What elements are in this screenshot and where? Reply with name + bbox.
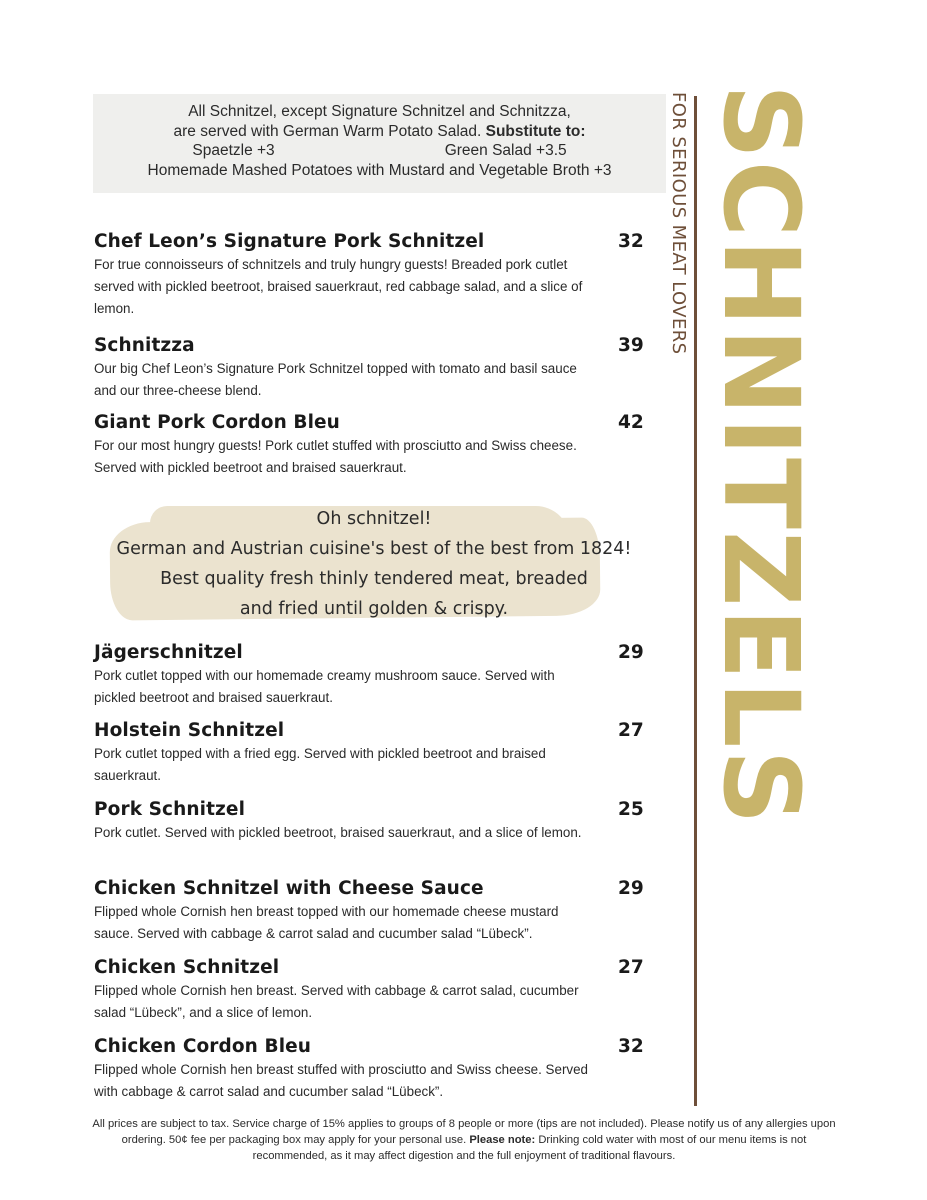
menu-item-name: Jägerschnitzel xyxy=(94,642,243,663)
menu-item-description: For true connoisseurs of schnitzels and truly hungry guests! Breaded pork cutlet served with pickled beetroot, braised sauerkraut, red cabbage salad, and a slice of lemon. xyxy=(94,257,583,316)
tagline-line-1: Oh schnitzel! xyxy=(316,509,432,529)
menu-item xyxy=(94,335,654,402)
menu-item-description: Pork cutlet topped with a fried egg. Served with pickled beetroot and braised sauerkraut. xyxy=(94,746,546,783)
footer-note-label: Please note: xyxy=(469,1134,536,1146)
menu-item-name: Chicken Cordon Bleu xyxy=(94,1036,312,1057)
substitute-options-row xyxy=(93,141,666,161)
menu-item xyxy=(94,1036,654,1103)
menu-item-price: 27 xyxy=(618,720,644,741)
menu-item-description: Pork cutlet topped with our homemade creamy mushroom sauce. Served with pickled beetroot and braised sauerkraut. xyxy=(94,668,555,705)
sides-info-box xyxy=(93,94,666,193)
tagline-line-2: German and Austrian cuisine's best of the best from 1824! xyxy=(116,539,632,559)
menu-item-name: Pork Schnitzel xyxy=(94,799,246,820)
substitute-option-spaetzle: Spaetzle +3 xyxy=(192,142,275,159)
footer-text-2: Drinking cold water with most of our menu items is not recommended, as it may affect digestion and the full enjoyment of traditional flavours. xyxy=(252,1134,807,1162)
section-title: SCHNITZELS xyxy=(700,84,822,827)
menu-item-description: For our most hungry guests! Pork cutlet stuffed with prosciutto and Swiss cheese. Served with pickled beetroot and braised sauerkraut. xyxy=(94,438,577,475)
menu-item xyxy=(94,720,654,787)
sides-line-2-text: are served with German Warm Potato Salad. xyxy=(173,122,482,140)
section-subtitle: FOR SERIOUS MEAT LOVERS xyxy=(668,92,689,355)
menu-item-price: 39 xyxy=(618,335,644,356)
menu-item xyxy=(94,642,654,709)
menu-item-price: 32 xyxy=(618,1036,644,1057)
tagline-line-3: Best quality fresh thinly tendered meat, breaded xyxy=(160,569,588,589)
menu-item-price: 32 xyxy=(618,231,644,252)
menu-item-name: Giant Pork Cordon Bleu xyxy=(94,412,340,433)
menu-item-name: Chicken Schnitzel xyxy=(94,957,280,978)
menu-item xyxy=(94,878,654,945)
menu-item-description: Flipped whole Cornish hen breast stuffed with prosciutto and Swiss cheese. Served with cabbage & carrot salad and cucumber salad “Lübeck”. xyxy=(94,1062,588,1099)
menu-item-description: Pork cutlet. Served with pickled beetroot, braised sauerkraut, and a slice of lemon. xyxy=(94,825,582,840)
menu-item-price: 25 xyxy=(618,799,644,820)
menu-item-description: Our big Chef Leon’s Signature Pork Schnitzel topped with tomato and basil sauce and our three-cheese blend. xyxy=(94,361,577,398)
menu-item-price: 29 xyxy=(618,642,644,663)
menu-item-price: 42 xyxy=(618,412,644,433)
footer-note xyxy=(84,1116,844,1164)
menu-item-description: Flipped whole Cornish hen breast topped with our homemade cheese mustard sauce. Served with cabbage & carrot salad and cucumber salad “Lübeck”. xyxy=(94,904,559,941)
menu-item xyxy=(94,957,654,1024)
menu-item-name: Schnitzza xyxy=(94,335,195,356)
tagline xyxy=(66,504,682,624)
menu-item xyxy=(94,412,654,479)
vertical-divider xyxy=(694,96,697,1106)
menu-item-description: Flipped whole Cornish hen breast. Served with cabbage & carrot salad, cucumber salad “Lübeck”, and a slice of lemon. xyxy=(94,983,579,1020)
menu-item-name: Chicken Schnitzel with Cheese Sauce xyxy=(94,878,484,899)
substitute-option-mashed-potatoes: Homemade Mashed Potatoes with Mustard and Vegetable Broth +3 xyxy=(147,161,612,179)
tagline-line-4: and fried until golden & crispy. xyxy=(239,599,509,619)
sides-line-1: All Schnitzel, except Signature Schnitzel and Schnitzza, xyxy=(188,103,571,120)
menu-item-price: 29 xyxy=(618,878,644,899)
substitute-option-green-salad: Green Salad +3.5 xyxy=(444,142,567,159)
sides-line-2 xyxy=(93,122,666,142)
menu-item-price: 27 xyxy=(618,957,644,978)
menu-item xyxy=(94,231,654,320)
menu-item-name: Chef Leon’s Signature Pork Schnitzel xyxy=(94,231,485,252)
menu-item xyxy=(94,799,654,844)
footer-text: All prices are subject to tax. Service charge of 15% applies to groups of 8 people or more (tips are not included). Please notify us of any allergies upon ordering. 50¢ fee per packaging box may apply for your personal use. xyxy=(92,1118,836,1146)
menu-item-name: Holstein Schnitzel xyxy=(94,720,285,741)
substitute-label: Substitute to: xyxy=(485,122,586,140)
